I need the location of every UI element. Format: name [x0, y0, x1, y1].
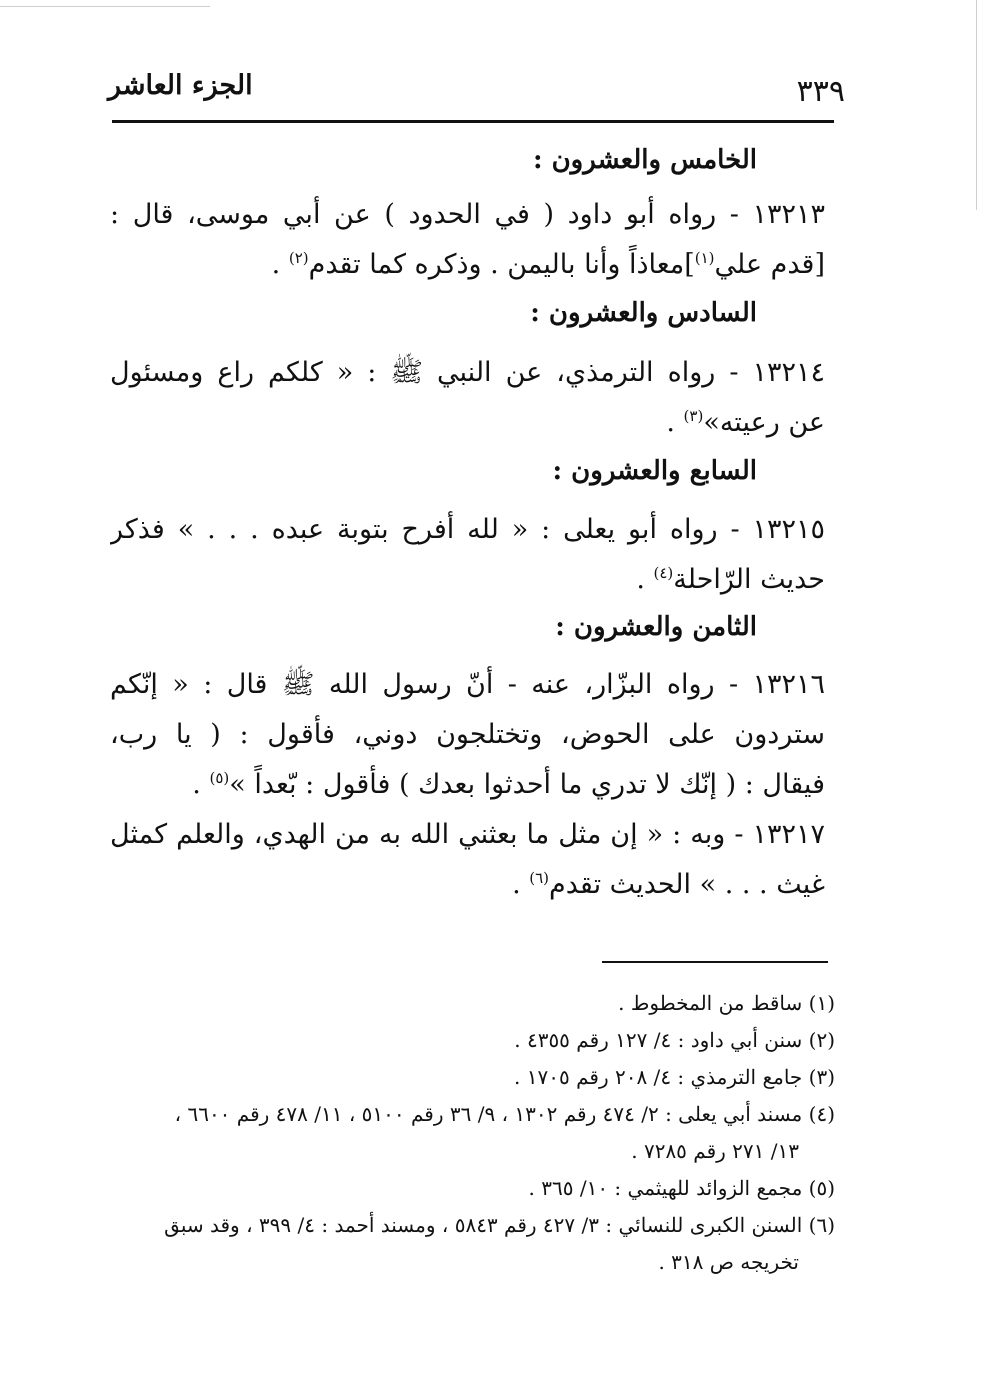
section-heading: السابع والعشرون :	[552, 456, 757, 486]
text-line: عن رعيته»$^{(٣)}$ .	[666, 407, 825, 438]
hadith-13217	[110, 810, 825, 910]
text-line: ستردون على الحوض، وتختلجون دوني، فأقول : ( يا رب،	[110, 719, 825, 750]
section-heading: السادس والعشرون :	[530, 298, 757, 328]
text-line: [قدم علي$^{(١)}$]معاذاً وأنا باليمن . وذكره كما تقدم$^{(٢)}$ .	[271, 249, 825, 280]
footnotes	[115, 985, 835, 1281]
footnote-5: (٥) مجمع الزوائد للهيثمي : ١٠/ ٣٦٥ .	[528, 1176, 835, 1200]
text-line: فيقال : ( إنّك لا تدري ما أحدثوا بعدك ) فأقول : بّعداً »$^{(٥)}$ .	[192, 769, 825, 800]
footnote-rule	[602, 961, 828, 963]
footnote-3: (٣) جامع الترمذي : ٤/ ٢٠٨ رقم ١٧٠٥ .	[514, 1065, 835, 1089]
text-line: حديث الرّاحلة$^{(٤)}$ .	[636, 564, 825, 595]
scan-artifact-top	[0, 6, 210, 7]
text-line: ١٣٢١٤ - رواه الترمذي، عن النبي ﷺ : « كلكم راع ومسئول	[110, 357, 825, 388]
hadith-13215	[110, 505, 825, 605]
hadith-13213	[110, 190, 825, 290]
footnote-2: (٢) سنن أبي داود : ٤/ ١٢٧ رقم ٤٣٥٥ .	[514, 1028, 835, 1052]
hadith-13216	[110, 660, 825, 810]
footnote-4: (٤) مسند أبي يعلى : ٢/ ٤٧٤ رقم ١٣٠٢ ، ٩/ ٣٦ رقم ٥١٠٠ ، ١١/ ٤٧٨ رقم ٦٦٠٠ ،	[174, 1102, 835, 1126]
footnote-6: (٦) السنن الكبرى للنسائي : ٣/ ٤٢٧ رقم ٥٨٤٣ ، ومسند أحمد : ٤/ ٣٩٩ ، وقد سبق	[164, 1213, 835, 1237]
text-line: ١٣٢١٣ - رواه أبو داود ( في الحدود ) عن أبي موسى، قال :	[110, 199, 825, 230]
running-title: الجزء العاشر	[108, 70, 253, 101]
text-line: غيث . . . » الحديث تقدم$^{(٦)}$ .	[512, 869, 825, 900]
text-line: ١٣٢١٧ - وبه : « إن مثل ما بعثني الله به من الهدي، والعلم كمثل	[110, 819, 825, 850]
footnote-4-continued: ١٣/ ٢٧١ رقم ٧٢٨٥ .	[631, 1139, 799, 1163]
page-number: ٣٣٩	[796, 74, 845, 109]
section-heading: الثامن والعشرون :	[555, 612, 757, 642]
header-rule	[112, 120, 834, 123]
section-heading: الخامس والعشرون :	[532, 145, 757, 175]
footnote-6-continued: تخريجه ص ٣١٨ .	[658, 1250, 799, 1274]
scan-artifact-right	[976, 0, 977, 210]
text-line: ١٣٢١٦ - رواه البزّار، عنه - أنّ رسول الله ﷺ قال : « إنّكم	[110, 669, 825, 700]
hadith-13214	[110, 348, 825, 448]
footnote-1: (١) ساقط من المخطوط .	[618, 991, 835, 1015]
text-line: ١٣٢١٥ - رواه أبو يعلى : « لله أفرح بتوبة عبده . . . » فذكر	[110, 514, 825, 545]
